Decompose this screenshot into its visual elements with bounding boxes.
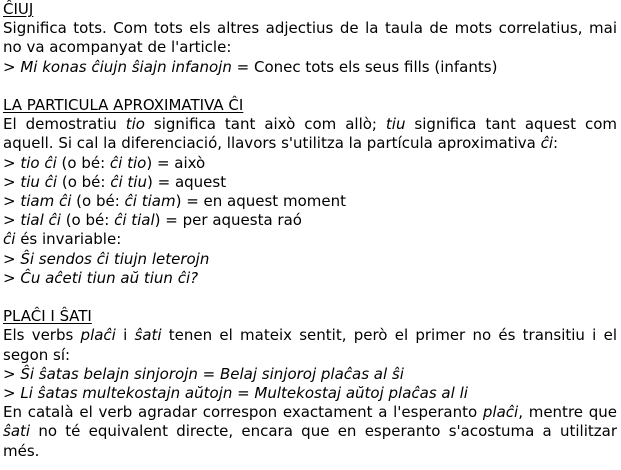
note-line xyxy=(3,230,617,249)
text-run: En català el verb agradar correspon exactament a l'esperanto xyxy=(3,403,483,422)
esperanto-word: ĉi xyxy=(3,230,16,249)
text-run: (o bé: xyxy=(71,192,125,211)
example-marker: > xyxy=(3,384,21,403)
section-intro: Significa tots. Com tots els altres adjectius de la taula de mots correlatius, mai no va acompanyat de l'article: xyxy=(3,19,617,57)
example-line xyxy=(3,154,617,173)
translation: ) = per aquesta raó xyxy=(154,211,302,230)
esperanto-phrase: tial ĉi xyxy=(20,211,61,230)
example-line xyxy=(3,58,617,77)
example-line xyxy=(3,384,617,403)
example-marker: > xyxy=(3,268,21,287)
text-run: El demostratiu xyxy=(3,115,126,134)
esperanto-word: ŝati xyxy=(134,326,162,345)
example-marker: > xyxy=(3,57,21,76)
text-run: no té equivalent directe, encara que en esperanto s'acostuma a utilitzar més. xyxy=(3,422,617,460)
section-particula-aproximativa xyxy=(3,96,617,288)
text-run: significa tant aquest com aquell. Si cal la diferenciació, llavors s'utilitza la partícula aproximativa xyxy=(3,115,617,153)
text-run: Els verbs xyxy=(3,326,81,345)
esperanto-word: ĉi xyxy=(540,134,554,153)
esperanto-phrase: Ĉu aĉeti tiun aŭ tiun ĉi? xyxy=(20,268,199,287)
section-intro xyxy=(3,326,617,364)
example-line xyxy=(3,365,617,384)
esperanto-phrase: tiam ĉi xyxy=(20,192,72,211)
example-line xyxy=(3,173,617,192)
example-line xyxy=(3,211,617,230)
translation: ) = en aquest moment xyxy=(175,192,346,211)
example-marker: > xyxy=(3,211,21,230)
esperanto-phrase: Mi konas ĉiujn ŝiajn infanojn xyxy=(20,57,232,76)
section-heading: ĈIUJ xyxy=(3,0,34,18)
example-marker: > xyxy=(3,172,21,191)
example-line xyxy=(3,192,617,211)
text-run: (o bé: xyxy=(57,172,111,191)
translation: ) = això xyxy=(146,153,206,172)
esperanto-phrase: tio ĉi xyxy=(20,153,57,172)
text-run: és invariable: xyxy=(15,230,122,249)
esperanto-phrase: ĉi tiam xyxy=(124,192,176,211)
esperanto-phrase: Ŝi sendos ĉi tiujn leterojn xyxy=(20,249,210,268)
esperanto-phrase: Li ŝatas multekostajn aŭtojn = Multekostaj aŭtoj plaĉas al li xyxy=(20,384,468,403)
text-run: tenen el mateix sentit, però el primer no és transitiu i el segon sí: xyxy=(3,326,617,364)
section-heading: PLAĈI I ŜATI xyxy=(3,307,92,326)
section-placi-i-sati xyxy=(3,307,617,461)
example-marker: > xyxy=(3,364,21,383)
text-run: significa tant això com allò; xyxy=(144,115,386,134)
esperanto-word: plaĉi xyxy=(80,326,116,345)
esperanto-phrase: ĉi tiu xyxy=(110,172,147,191)
text-run: i xyxy=(115,326,135,345)
esperanto-phrase: tiu ĉi xyxy=(20,172,58,191)
example-line xyxy=(3,269,617,288)
section-outro xyxy=(3,403,617,461)
section-heading: LA PARTICULA APROXIMATIVA ĈI xyxy=(3,96,244,114)
esperanto-word: ŝati xyxy=(3,422,31,441)
example-marker: > xyxy=(3,192,21,211)
esperanto-phrase: ĉi tial xyxy=(114,211,155,230)
text-run: (o bé: xyxy=(60,211,115,230)
translation: = Conec tots els seus fills (infants) xyxy=(231,57,498,76)
section-ciuj xyxy=(3,0,617,77)
text-run: (o bé: xyxy=(56,153,110,172)
text-run: , mentre que xyxy=(518,403,618,422)
example-line xyxy=(3,250,617,269)
esperanto-word: plaĉi xyxy=(482,403,519,422)
esperanto-word: tiu xyxy=(385,115,406,134)
lesson-document xyxy=(3,0,617,461)
esperanto-word: tio xyxy=(125,115,145,134)
esperanto-phrase: ĉi tio xyxy=(109,153,147,172)
translation: ) = aquest xyxy=(146,172,227,191)
esperanto-phrase: Ŝi ŝatas belajn sinjorojn = Belaj sinjoroj plaĉas al ŝi xyxy=(20,364,404,383)
section-intro xyxy=(3,115,617,153)
example-marker: > xyxy=(3,249,21,268)
example-marker: > xyxy=(3,153,21,172)
text-run: : xyxy=(553,134,559,153)
